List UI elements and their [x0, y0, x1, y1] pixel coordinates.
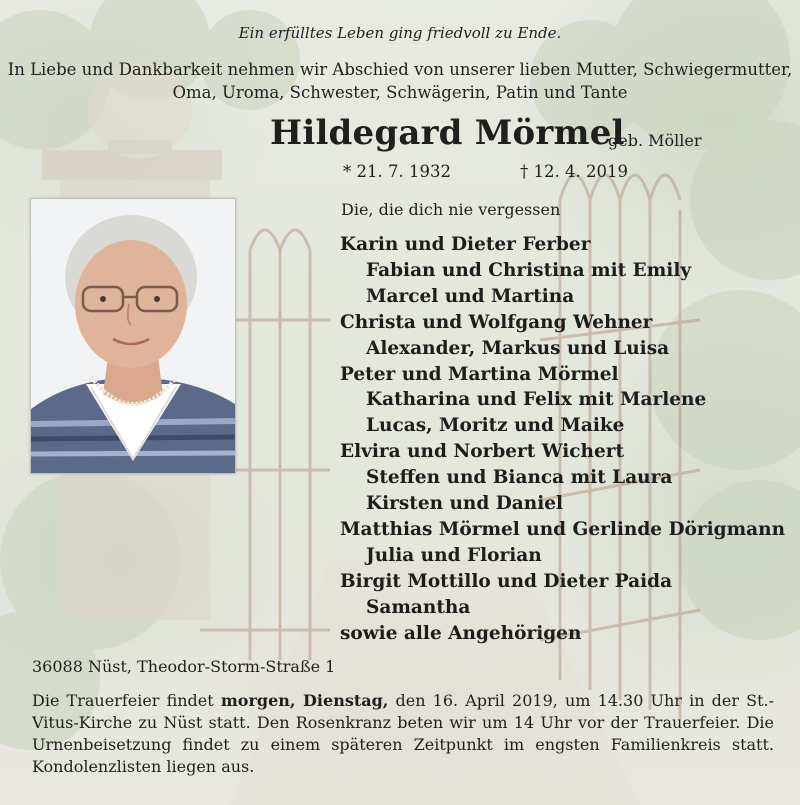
notice-text-2: den 16. April 2019, um 14.30 Uhr in der St.-Vitus-Kirche zu Nüst statt. Den Rosenkranz beten wir um 14 Uhr vor der Trauerfeier. Die Urnenbeisetzung findet zu einem späteren Zeitpunkt im engsten Familienkreis statt. Kondolenzlisten liegen aus. [32, 691, 775, 776]
mourner-line: Samantha [366, 596, 471, 618]
death-date: † 12. 4. 2019 [520, 162, 628, 181]
mourner-line: Matthias Mörmel und Gerlinde Dörigmann [340, 518, 786, 540]
mourner-line: Peter und Martina Mörmel [340, 363, 619, 385]
maiden-name: geb. Möller [608, 131, 702, 150]
birth-date: * 21. 7. 1932 [343, 162, 451, 181]
mourners-heading: Die, die dich nie vergessen [341, 200, 561, 219]
mourner-line: Elvira und Norbert Wichert [340, 441, 625, 463]
notice-date-emphasis: morgen, Dienstag, [220, 691, 389, 710]
mourner-line: Christa und Wolfgang Wehner [340, 311, 653, 333]
mourners-list [340, 232, 785, 647]
mourner-line: Lucas, Moritz und Maike [366, 415, 625, 437]
mourner-line: Fabian und Christina mit Emily [366, 259, 692, 281]
intro-text: In Liebe und Dankbarkeit nehmen wir Abschied von unserer lieben Mutter, Schwiegermutter, Oma, Uroma, Schwester, Schwägerin, Patin und Tante [7, 60, 793, 102]
motto: Ein erfülltes Leben ging friedvoll zu Ende. [238, 24, 562, 42]
portrait-image [31, 199, 235, 473]
mourner-line: Alexander, Markus und Luisa [366, 337, 670, 359]
family-address: 36088 Nüst, Theodor-Storm-Straße 1 [32, 657, 336, 676]
mourner-line: Marcel und Martina [366, 285, 575, 307]
notice-text-1: Die Trauerfeier findet [32, 691, 221, 710]
mourner-line: Kirsten und Daniel [366, 493, 564, 515]
mourner-line: Karin und Dieter Ferber [340, 234, 591, 255]
portrait-photo [30, 198, 236, 474]
mourner-line: Katharina und Felix mit Marlene [366, 389, 707, 411]
funeral-notice [32, 690, 774, 778]
mourner-line: Birgit Mottillo und Dieter Paida [340, 570, 673, 592]
mourner-line: Steffen und Bianca mit Laura [366, 467, 673, 489]
deceased-name: Hildegard Mörmel [270, 113, 625, 153]
mourner-line: sowie alle Angehörigen [340, 622, 582, 644]
mourner-line: Julia und Florian [366, 544, 542, 566]
